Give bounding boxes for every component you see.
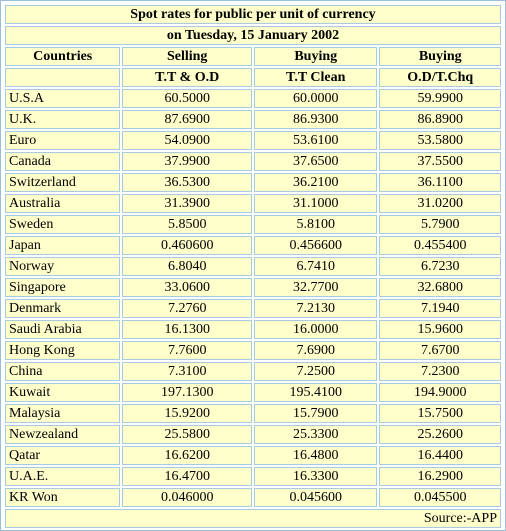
selling-cell: 60.5000	[122, 89, 252, 108]
table-row	[5, 215, 501, 234]
selling-cell: 87.6900	[122, 110, 252, 129]
country-cell: U.A.E.	[5, 467, 120, 486]
selling-cell: 6.8040	[122, 257, 252, 276]
table-row	[5, 236, 501, 255]
country-cell: Sweden	[5, 215, 120, 234]
table-row	[5, 110, 501, 129]
country-cell: U.K.	[5, 110, 120, 129]
buying-od-tchq-cell: 36.1100	[379, 173, 501, 192]
table-row	[5, 404, 501, 423]
header-row-1	[5, 47, 501, 66]
header-buying-1: Buying	[254, 47, 378, 66]
header-tt-od: T.T & O.D	[122, 68, 252, 87]
selling-cell: 31.3900	[122, 194, 252, 213]
selling-cell: 7.2760	[122, 299, 252, 318]
buying-tt-clean-cell: 16.4800	[254, 446, 378, 465]
header-buying-2: Buying	[379, 47, 501, 66]
buying-od-tchq-cell: 16.2900	[379, 467, 501, 486]
country-cell: Canada	[5, 152, 120, 171]
buying-tt-clean-cell: 86.9300	[254, 110, 378, 129]
country-cell: China	[5, 362, 120, 381]
buying-od-tchq-cell: 0.455400	[379, 236, 501, 255]
buying-tt-clean-cell: 0.045600	[254, 488, 378, 507]
country-cell: Denmark	[5, 299, 120, 318]
table-date: on Tuesday, 15 January 2002	[5, 26, 501, 45]
buying-tt-clean-cell: 6.7410	[254, 257, 378, 276]
table-row	[5, 278, 501, 297]
header-od-tchq: O.D/T.Chq	[379, 68, 501, 87]
country-cell: Japan	[5, 236, 120, 255]
buying-od-tchq-cell: 7.6700	[379, 341, 501, 360]
buying-od-tchq-cell: 86.8900	[379, 110, 501, 129]
table-row	[5, 425, 501, 444]
buying-od-tchq-cell: 32.6800	[379, 278, 501, 297]
buying-tt-clean-cell: 7.2500	[254, 362, 378, 381]
country-cell: Kuwait	[5, 383, 120, 402]
table-row	[5, 89, 501, 108]
table-row	[5, 299, 501, 318]
header-blank	[5, 68, 120, 87]
table-row	[5, 467, 501, 486]
country-cell: Switzerland	[5, 173, 120, 192]
selling-cell: 5.8500	[122, 215, 252, 234]
buying-od-tchq-cell: 7.1940	[379, 299, 501, 318]
country-cell: Qatar	[5, 446, 120, 465]
buying-od-tchq-cell: 53.5800	[379, 131, 501, 150]
country-cell: U.S.A	[5, 89, 120, 108]
selling-cell: 15.9200	[122, 404, 252, 423]
header-row-2	[5, 68, 501, 87]
buying-od-tchq-cell: 37.5500	[379, 152, 501, 171]
header-countries: Countries	[5, 47, 120, 66]
buying-tt-clean-cell: 31.1000	[254, 194, 378, 213]
selling-cell: 25.5800	[122, 425, 252, 444]
title-row-1	[5, 5, 501, 24]
buying-tt-clean-cell: 16.0000	[254, 320, 378, 339]
selling-cell: 54.0900	[122, 131, 252, 150]
selling-cell: 33.0600	[122, 278, 252, 297]
buying-tt-clean-cell: 7.6900	[254, 341, 378, 360]
buying-od-tchq-cell: 7.2300	[379, 362, 501, 381]
buying-tt-clean-cell: 195.4100	[254, 383, 378, 402]
selling-cell: 197.1300	[122, 383, 252, 402]
selling-cell: 16.4700	[122, 467, 252, 486]
table-row	[5, 131, 501, 150]
selling-cell: 16.1300	[122, 320, 252, 339]
header-selling: Selling	[122, 47, 252, 66]
source-credit: Source:-APP	[5, 509, 501, 528]
source-row	[5, 509, 501, 528]
table-title: Spot rates for public per unit of currency	[5, 5, 501, 24]
buying-tt-clean-cell: 16.3300	[254, 467, 378, 486]
buying-tt-clean-cell: 37.6500	[254, 152, 378, 171]
selling-cell: 16.6200	[122, 446, 252, 465]
buying-tt-clean-cell: 7.2130	[254, 299, 378, 318]
buying-od-tchq-cell: 31.0200	[379, 194, 501, 213]
title-row-2	[5, 26, 501, 45]
country-cell: Saudi Arabia	[5, 320, 120, 339]
buying-od-tchq-cell: 15.7500	[379, 404, 501, 423]
table-row	[5, 152, 501, 171]
country-cell: Hong Kong	[5, 341, 120, 360]
country-cell: Australia	[5, 194, 120, 213]
buying-tt-clean-cell: 25.3300	[254, 425, 378, 444]
country-cell: Newzealand	[5, 425, 120, 444]
buying-od-tchq-cell: 16.4400	[379, 446, 501, 465]
country-cell: Malaysia	[5, 404, 120, 423]
selling-cell: 0.046000	[122, 488, 252, 507]
table-row	[5, 257, 501, 276]
buying-tt-clean-cell: 53.6100	[254, 131, 378, 150]
selling-cell: 36.5300	[122, 173, 252, 192]
buying-od-tchq-cell: 25.2600	[379, 425, 501, 444]
table-row	[5, 362, 501, 381]
table-row	[5, 446, 501, 465]
selling-cell: 7.7600	[122, 341, 252, 360]
selling-cell: 7.3100	[122, 362, 252, 381]
table-row	[5, 194, 501, 213]
table-row	[5, 488, 501, 507]
buying-od-tchq-cell: 0.045500	[379, 488, 501, 507]
spot-rates-table	[3, 3, 503, 530]
buying-od-tchq-cell: 15.9600	[379, 320, 501, 339]
country-cell: KR Won	[5, 488, 120, 507]
table-row	[5, 383, 501, 402]
table-row	[5, 173, 501, 192]
buying-tt-clean-cell: 32.7700	[254, 278, 378, 297]
country-cell: Singapore	[5, 278, 120, 297]
country-cell: Euro	[5, 131, 120, 150]
buying-tt-clean-cell: 5.8100	[254, 215, 378, 234]
buying-tt-clean-cell: 36.2100	[254, 173, 378, 192]
buying-tt-clean-cell: 0.456600	[254, 236, 378, 255]
selling-cell: 0.460600	[122, 236, 252, 255]
buying-od-tchq-cell: 59.9900	[379, 89, 501, 108]
table-row	[5, 320, 501, 339]
buying-tt-clean-cell: 60.0000	[254, 89, 378, 108]
buying-tt-clean-cell: 15.7900	[254, 404, 378, 423]
table-row	[5, 341, 501, 360]
buying-od-tchq-cell: 6.7230	[379, 257, 501, 276]
buying-od-tchq-cell: 5.7900	[379, 215, 501, 234]
header-tt-clean: T.T Clean	[254, 68, 378, 87]
country-cell: Norway	[5, 257, 120, 276]
selling-cell: 37.9900	[122, 152, 252, 171]
buying-od-tchq-cell: 194.9000	[379, 383, 501, 402]
